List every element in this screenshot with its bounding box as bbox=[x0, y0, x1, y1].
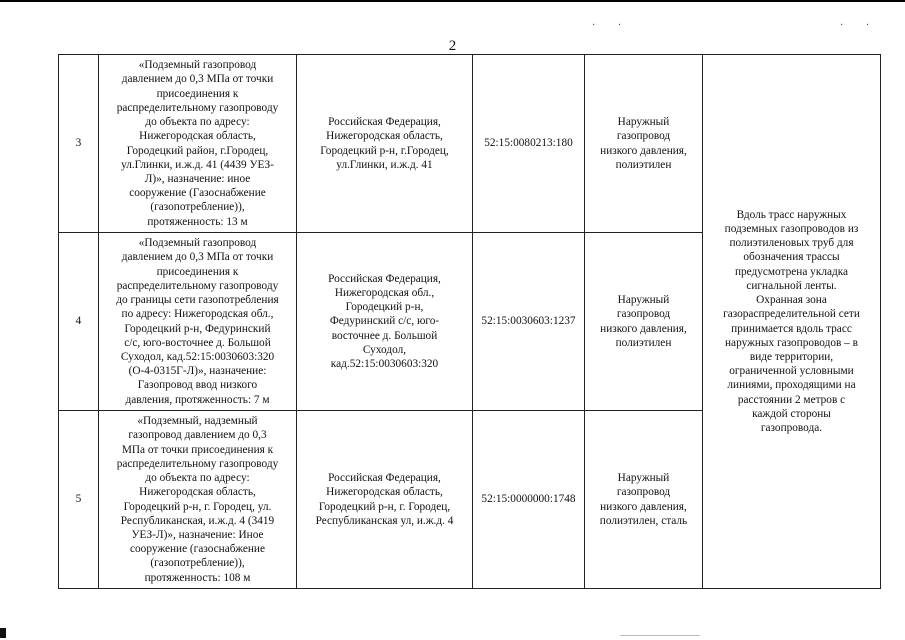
easement-table bbox=[58, 54, 881, 589]
scan-speck: · · bbox=[840, 20, 880, 31]
object-description: «Подземный, надземный газопровод давлением до 0,3 МПа от точки присоединения к распределительному газопроводу до объекта по адресу: Нижегородская область, Городецкий р-н, г. Городец, ул. Республиканская, и.ж.д. 4 (3419 УЕЗ-Л)», назначение: Иное сооружение (газоснабжение (газопотребление)), протяженность: 108 м bbox=[99, 411, 297, 589]
protection-zone-note: Вдоль трасс наружных подземных газопроводов из полиэтиленовых труб для обозначения трассы предусмотрена укладка сигнальной ленты. Охранная зона газораспределительной сети принимается вдоль трасс наружных газопроводов – в виде территории, ограниченной условными линиями, проходящими на расстоянии 2 метров с каждой стороны газопровода. bbox=[703, 55, 881, 589]
pipeline-type: Наружный газопровод низкого давления, полиэтилен bbox=[585, 55, 703, 233]
object-address: Российская Федерация, Нижегородская область, Городецкий р-н, г.Городец, ул.Глинки, и.ж.д. 41 bbox=[297, 55, 473, 233]
object-address: Российская Федерация, Нижегородская область, Городецкий р-н, г. Городец, Республиканская ул, и.ж.д. 4 bbox=[297, 411, 473, 589]
object-description: «Подземный газопровод давлением до 0,3 МПа от точки присоединения к распределительному газопроводу до границы сети газопотребления по адресу: Нижегородская обл., Городецкий р-н, Федуринский с/с, юго-восточнее д. Большой Суходол, кад.52:15:0030603:320 (О-4-0315Г-Л)», назначение: Газопровод ввод низкого давления, протяженность: 7 м bbox=[99, 233, 297, 411]
scan-speck: · · bbox=[592, 20, 632, 31]
row-number: 5 bbox=[59, 411, 99, 589]
cadastral-number: 52:15:0030603:1237 bbox=[473, 233, 585, 411]
scan-border-top bbox=[0, 0, 905, 2]
scan-mark bbox=[0, 628, 6, 638]
scan-line bbox=[620, 635, 700, 636]
page-number: 2 bbox=[448, 38, 457, 54]
object-description: «Подземный газопровод давлением до 0,3 МПа от точки присоединения к распределительному газопроводу до объекта по адресу: Нижегородская область, Городецкий район, г.Городец, ул.Глинки, и.ж.д. 41 (4439 УЕЗ- Л)», назначение: иное сооружение (Газоснабжение (газопотребление)), протяженность: 13 м bbox=[99, 55, 297, 233]
table-row bbox=[59, 55, 881, 233]
cadastral-number: 52:15:0080213:180 bbox=[473, 55, 585, 233]
object-address: Российская Федерация, Нижегородская обл., Городецкий р-н, Федуринский с/с, юго- восточнее д. Большой Суходол, кад.52:15:0030603:320 bbox=[297, 233, 473, 411]
row-number: 3 bbox=[59, 55, 99, 233]
row-number: 4 bbox=[59, 233, 99, 411]
pipeline-type: Наружный газопровод низкого давления, полиэтилен bbox=[585, 233, 703, 411]
cadastral-number: 52:15:0000000:1748 bbox=[473, 411, 585, 589]
pipeline-type: Наружный газопровод низкого давления, полиэтилен, сталь bbox=[585, 411, 703, 589]
